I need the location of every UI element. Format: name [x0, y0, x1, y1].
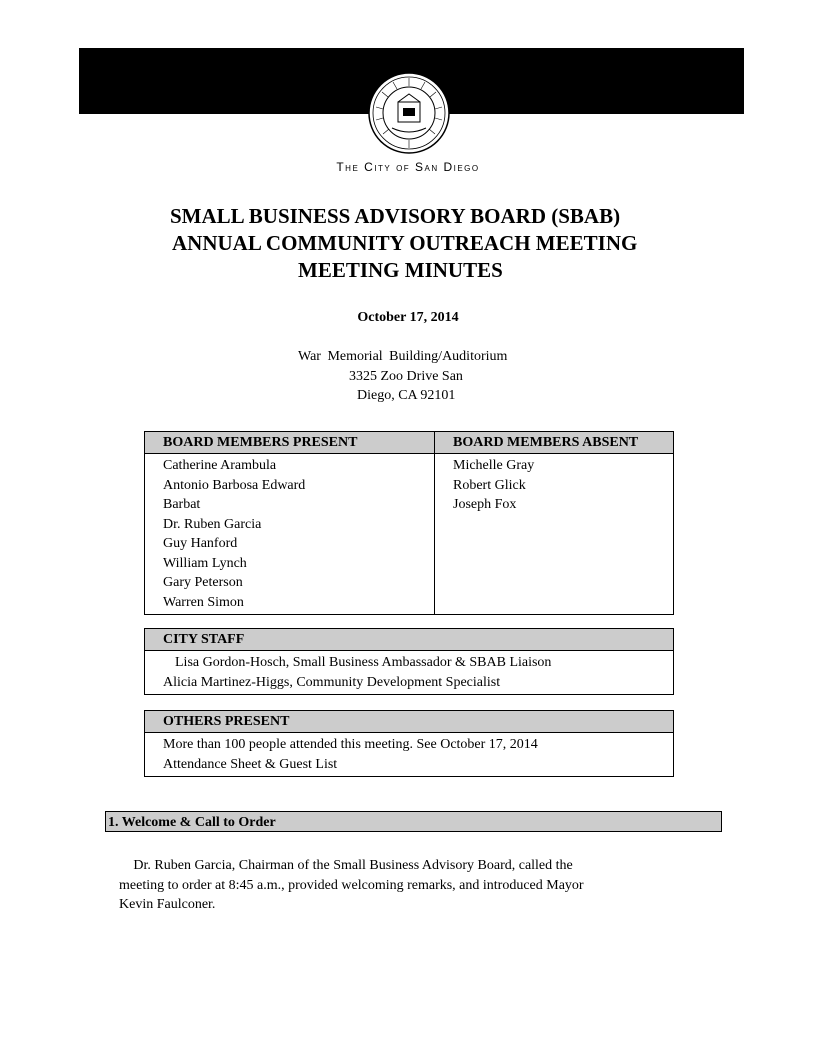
- list-item: Antonio Barbosa Edward: [163, 477, 306, 493]
- city-staff-list: [145, 651, 674, 695]
- present-list: [145, 454, 435, 615]
- others-present-header: OTHERS PRESENT: [145, 711, 674, 733]
- others-present-list: [145, 733, 674, 777]
- section-heading-welcome: 1. Welcome & Call to Order: [105, 811, 722, 832]
- paragraph-line: Kevin Faulconer.: [119, 897, 216, 912]
- list-item: Alicia Martinez-Higgs, Community Development Specialist: [163, 674, 501, 690]
- title-line-1: SMALL BUSINESS ADVISORY BOARD (SBAB): [170, 204, 621, 228]
- bullet-icon: [119, 858, 130, 873]
- list-item: William Lynch: [163, 555, 247, 571]
- absent-header: BOARD MEMBERS ABSENT: [435, 432, 674, 454]
- list-item: Barbat: [163, 497, 201, 512]
- list-item: Warren Simon: [163, 594, 244, 610]
- list-item: Catherine Arambula: [163, 458, 277, 473]
- present-header: BOARD MEMBERS PRESENT: [145, 432, 435, 454]
- city-staff-table: [144, 628, 674, 695]
- list-item: More than 100 people attended this meeting. See October 17, 2014: [163, 737, 538, 752]
- section-paragraph: [119, 856, 649, 915]
- list-item: Lisa Gordon-Hosch, Small Business Ambassador & SBAB Liaison: [175, 655, 552, 670]
- list-item: Michelle Gray: [453, 458, 535, 473]
- list-item: Robert Glick: [453, 477, 526, 493]
- city-seal-icon: [368, 72, 450, 154]
- list-item: Gary Peterson: [163, 575, 243, 590]
- list-item: Attendance Sheet & Guest List: [163, 756, 338, 772]
- title-line-3: MEETING MINUTES: [298, 258, 503, 282]
- address-line-2: 3325 Zoo Drive San: [349, 369, 463, 384]
- city-name: The City of San Diego: [336, 160, 480, 174]
- others-present-table: [144, 710, 674, 777]
- list-item: Dr. Ruben Garcia: [163, 516, 262, 532]
- paragraph-line: Dr. Ruben Garcia, Chairman of the Small Business Advisory Board, called the: [119, 858, 559, 873]
- address-line-1: War Memorial Building/Auditorium: [298, 349, 508, 364]
- city-staff-header: CITY STAFF: [145, 629, 674, 651]
- paragraph-line: meeting to order at 8:45 a.m., provided welcoming remarks, and introduced Mayor: [119, 877, 584, 893]
- absent-list: [435, 454, 674, 615]
- board-members-table: [144, 431, 674, 615]
- title-line-2: ANNUAL COMMUNITY OUTREACH MEETING: [172, 231, 638, 255]
- address-line-3: Diego, CA 92101: [357, 388, 456, 403]
- list-item: Guy Hanford: [163, 536, 238, 551]
- meeting-date: October 17, 2014: [357, 310, 459, 325]
- list-item: Joseph Fox: [453, 497, 517, 512]
